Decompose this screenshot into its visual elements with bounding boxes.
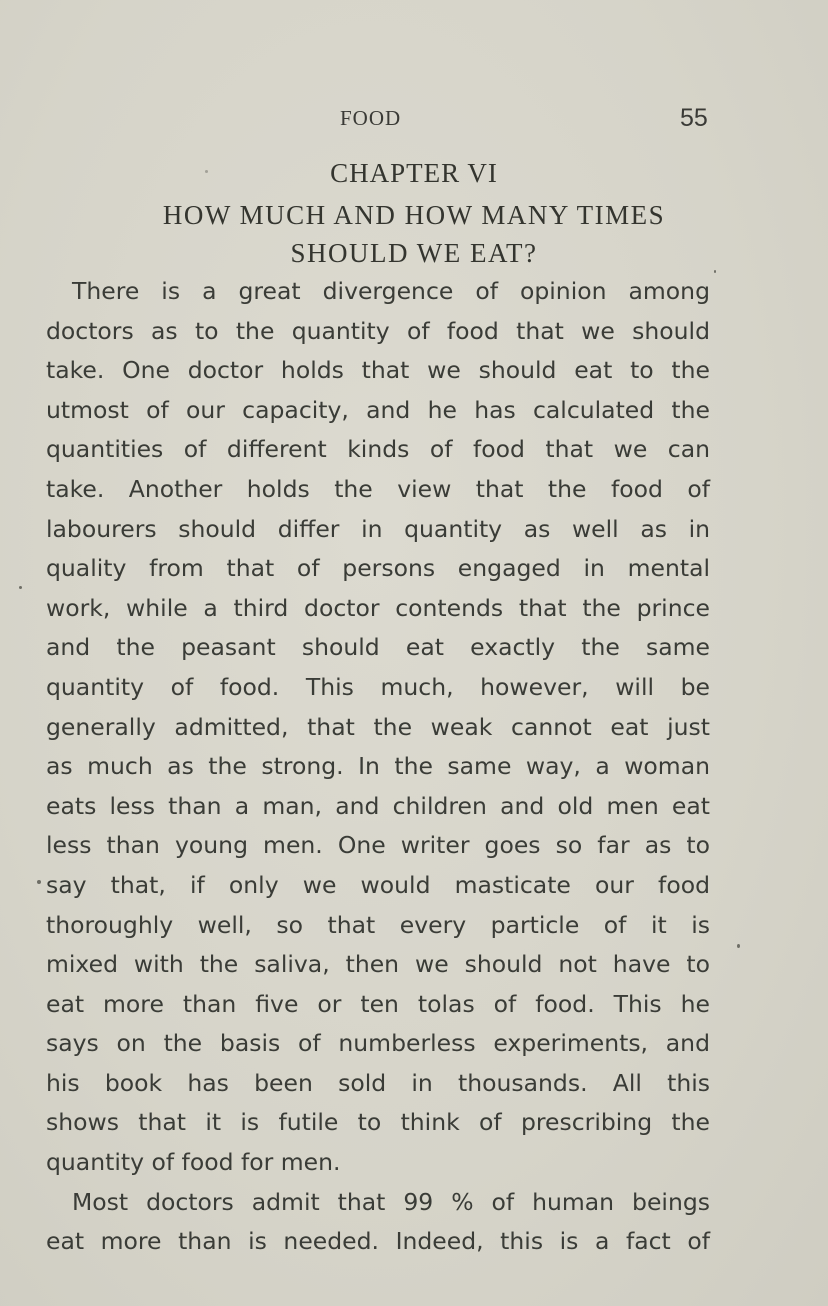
text-line: generally admitted, that the weak cannot eat just <box>46 712 710 741</box>
chapter-number: CHAPTER VI <box>330 158 498 188</box>
text-line: utmost of our capacity, and he has calculated the <box>46 395 710 424</box>
text-line: quantities of different kinds of food that we can <box>46 435 710 464</box>
paper-speck <box>205 170 208 173</box>
paper-speck <box>714 270 716 273</box>
page-number: 55 <box>680 104 708 132</box>
text-line: eat more than five or ten tolas of food. This he <box>46 989 710 1018</box>
text-line: There is a great divergence of opinion among <box>72 277 710 305</box>
text-line: labourers should differ in quantity as well as in <box>46 514 710 543</box>
text-line: take. One doctor holds that we should eat to the <box>46 356 710 385</box>
text-line: less than young men. One writer goes so far as to <box>46 831 710 860</box>
text-line: eat more than is needed. Indeed, this is a fact of <box>46 1227 710 1256</box>
text-line: and the peasant should eat exactly the same <box>46 633 710 662</box>
text-line: his book has been sold in thousands. All this <box>46 1068 710 1097</box>
text-line: mixed with the saliva, then we should not have to <box>46 950 710 979</box>
text-line: eats less than a man, and children and old men eat <box>46 791 710 820</box>
paper-speck <box>19 586 22 589</box>
text-line: thoroughly well, so that every particle of it is <box>46 910 710 939</box>
text-line: say that, if only we would masticate our food <box>46 870 710 899</box>
paper-speck <box>737 944 740 948</box>
paragraph-1 <box>46 272 710 1183</box>
text-line: quantity of food for men. <box>46 1148 341 1177</box>
body-text <box>46 272 710 1262</box>
chapter-title-line-1: HOW MUCH AND HOW MANY TIMES <box>162 200 666 230</box>
text-line: says on the basis of numberless experiments, and <box>46 1029 710 1058</box>
paragraph-2 <box>46 1183 710 1262</box>
text-line: doctors as to the quantity of food that we should <box>46 316 710 345</box>
running-head-title: FOOD <box>340 106 402 130</box>
text-line: as much as the strong. In the same way, a woman <box>46 752 710 781</box>
running-head <box>0 104 828 138</box>
chapter-title <box>60 196 768 272</box>
text-line: take. Another holds the view that the food of <box>46 474 710 503</box>
text-line: work, while a third doctor contends that the prince <box>46 593 710 622</box>
text-line: Most doctors admit that 99 % of human beings <box>72 1187 710 1216</box>
paper-speck <box>37 880 41 884</box>
chapter-title-line-2: SHOULD WE EAT? <box>290 238 538 268</box>
text-line: quality from that of persons engaged in mental <box>46 554 710 583</box>
text-line: shows that it is futile to think of prescribing the <box>46 1108 710 1137</box>
text-line: quantity of food. This much, however, will be <box>46 672 710 701</box>
